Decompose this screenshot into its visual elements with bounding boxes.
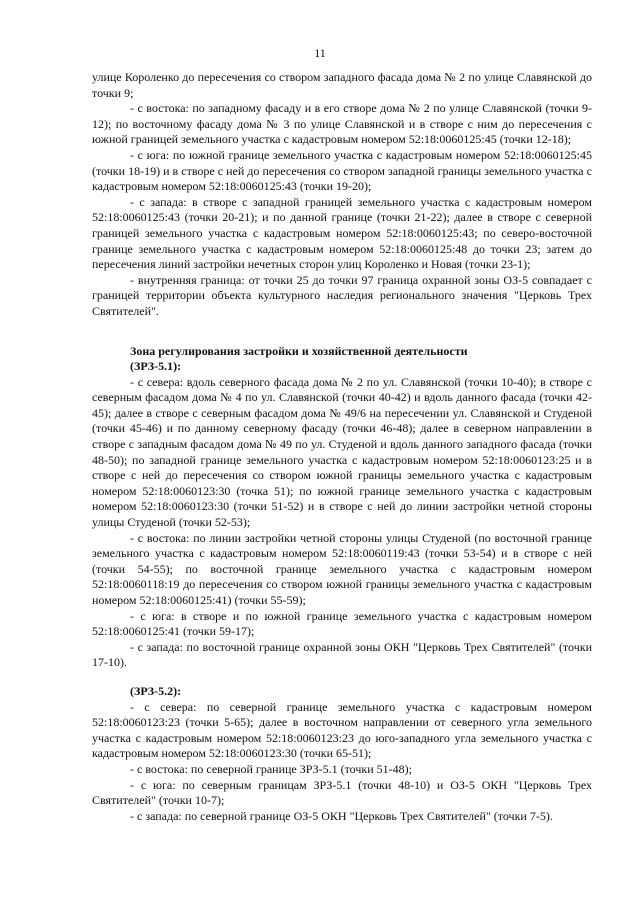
- zrz-5-2-east: - с востока: по северной границе ЗРЗ-5.1 (точки 51-48);: [130, 761, 412, 776]
- zrz-5-1-west: - с запада: по восточной границе охранной зоны ОКН "Церковь Трех Святителей" (точки 17-10).: [92, 639, 592, 670]
- subsection-label-zrz-5-1: (ЗРЗ-5.1):: [130, 359, 182, 374]
- zrz-5-1-east: - с востока: по линии застройки четной стороны улицы Студеной (по восточной границе земельного участка с кадастровым номером 52:18:0060119:43 (точки 53-54) и в створе с ней (точки 54-55); по восточной границе земельного участка с кадастровым номером 52:18:0060118:19 до пересечения со створом южной границы земельного участка с кадастровым номером 52:18:0060125:41) (точки 55-59);: [92, 530, 592, 607]
- document-body: [92, 70, 592, 824]
- section-heading: Зона регулирования застройки и хозяйственной деятельности: [130, 343, 468, 358]
- page-number: 11: [314, 46, 326, 60]
- paragraph-west: - с запада: в створе с западной границей земельного участка с кадастровым номером 52:18:0060125:43 (точки 20-21); и по данной границе (точки 21-22); далее в створе с северной границей земельного участка с кадастровым номером 52:18:0060125:43; по северо-восточной границе земельного участка с кадастровым номером 52:18:0060125:48 до точки 23; затем до пересечения линий застройки нечетных сторон улиц Короленко и Новая (точки 23-1);: [92, 194, 592, 272]
- zrz-5-1-south: - с юга: в створе и по южной границе земельного участка с кадастровым номером 52:18:0060125:41 (точки 59-17);: [92, 608, 592, 639]
- subsection-label-zrz-5-2: (ЗРЗ-5.2):: [130, 683, 182, 698]
- zrz-5-2-south: - с юга: по северным границам ЗРЗ-5.1 (точки 48-10) и ОЗ-5 ОКН "Церковь Трех Святителей" (точки 10-7);: [92, 777, 592, 808]
- paragraph-south: - с юга: по южной границе земельного участка с кадастровым номером 52:18:0060125:45 (точки 18-19) и в створе с ней до пересечения со створом западной границы земельного участка с кадастровым номером 52:18:0060125:43 (точки 19-20);: [92, 147, 592, 194]
- zrz-5-1-north: - с севера: вдоль северного фасада дома № 2 по ул. Славянской (точки 10-40); в створе с северным фасадом дома № 4 по ул. Славянской (точки 40-42) и вдоль данного фасада (точки 42-45); далее в створе с северным фасадом дома № 49/6 на пересечении ул. Славянской и Студеной (точки 45-46) и по данному северному фасаду (точки 46-48); далее в северном направлении в створе с западным фасадом дома № 49 по ул. Студеной и вдоль данного западного фасада (точки 48-50); по западной границе земельного участка с кадастровым номером 52:18:0060123:25 и в створе с ней до пересечения со створом южной границы земельного участка с кадастровым номером 52:18:0060123:30 (точка 51); по южной границе земельного участка с кадастровым номером 52:18:0060123:30 (точки 51-52) и в створе с ней до линии застройки четной стороны улицы Студеной (точки 52-53);: [92, 374, 592, 530]
- paragraph-inner-boundary: - внутренняя граница: от точки 25 до точки 97 граница охранной зоны ОЗ-5 совпадает с границей территории объекта культурного наследия регионального значения "Церковь Трех Святителей".: [92, 272, 592, 318]
- zrz-5-2-west: - с запада: по северной границе ОЗ-5 ОКН "Церковь Трех Святителей" (точки 7-5).: [130, 808, 553, 823]
- zrz-5-2-north: - с севера: по северной границе земельного участка с кадастровым номером 52:18:0060123:23 (точки 5-65); далее в восточном направлении от северного угла земельного участка с кадастровым номером 52:18:0060123:23 до юго-западного угла земельного участка с кадастровым номером 52:18:0060123:30 (точки 65-51);: [92, 699, 592, 761]
- paragraph-continuation: улице Короленко до пересечения со створом западного фасада дома № 2 по улице Славянской до точки 9;: [92, 70, 592, 100]
- paragraph-east: - с востока: по западному фасаду и в его створе дома № 2 по улице Славянской (точки 9-12); по восточному фасаду дома № 3 по улице Славянской и в створе с ним до пересечения с южной границей земельного участка с кадастровым номером 52:18:0060125:45 (точки 12-18);: [92, 101, 592, 147]
